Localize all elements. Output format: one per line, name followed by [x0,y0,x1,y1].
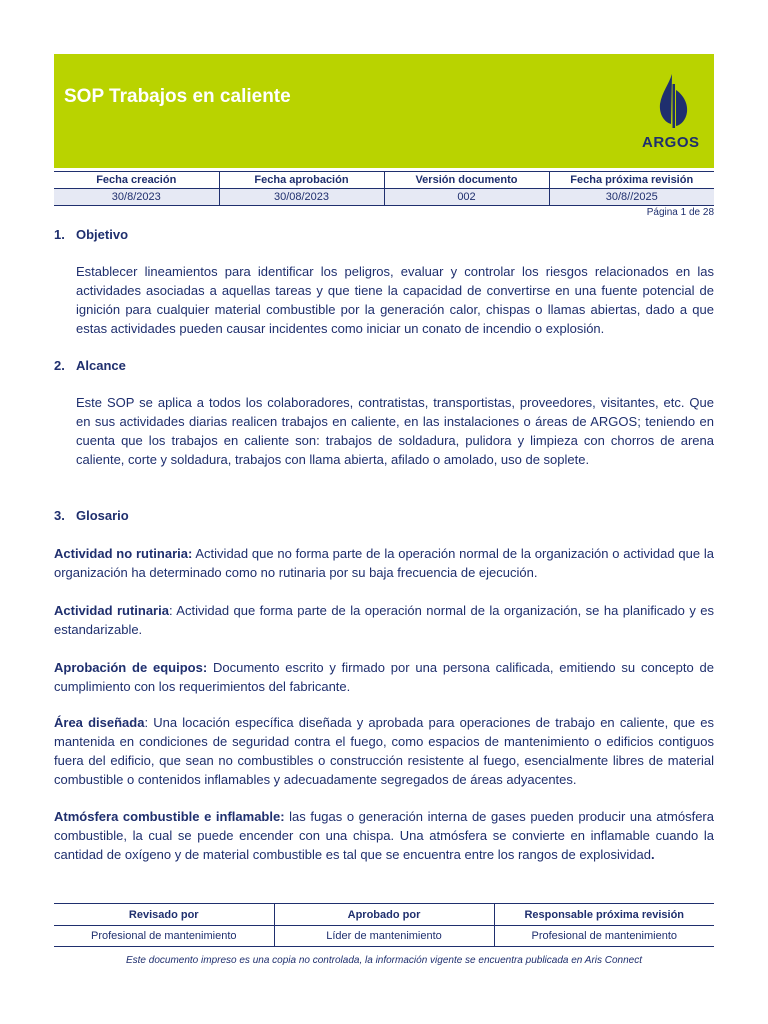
page-number: Página 1 de 28 [646,207,714,218]
argos-logo [642,70,700,152]
glossary-definition: Actividad que no forma parte de la operación normal de la organización o actividad que la organización ha determinado como no rutinaria por su baja frecuencia de ejecución. [54,546,714,580]
value-responsable-revision: Profesional de mantenimiento [494,926,714,947]
argos-logo-icon [648,70,700,132]
glossary-term: Área diseñada [54,715,145,730]
glossary-definition: : Actividad que forma parte de la operación normal de la organización, se ha planificado y es estandarizable. [54,603,714,637]
approval-table [54,903,714,947]
section-title: Alcance [76,358,126,373]
glossary-term: Atmósfera combustible e inflamable: [54,809,285,824]
section-title: Glosario [76,508,129,523]
glossary-term: Aprobación de equipos: [54,660,208,675]
glossary-definition: Documento escrito y firmado por una persona calificada, emitiendo su concepto de cumplimiento con los requerimientos del fabricante. [54,660,714,694]
section-number: 2. [54,358,65,373]
glossary-entry [54,713,714,789]
glossary-entry [54,658,714,696]
section-title: Objetivo [76,227,129,242]
header-version-documento: Versión documento [384,172,549,189]
header-fecha-proxima-revision: Fecha próxima revisión [549,172,714,189]
value-fecha-proxima-revision: 30/8//2025 [549,189,714,206]
section-text-alcance: Este SOP se aplica a todos los colaboradores, contratistas, transportistas, proveedores, visitantes, etc. Que en sus actividades diarias realicen trabajos en caliente, en las instalaciones o áreas de ARGOS; teniendo en cuenta que los trabajos en caliente son: trabajos de soldadura, pulidora y limpieza con chorros de arena caliente, corte y soldadura, trabajos con llama abierta, afilado o amolado, uso de soplete. [76,395,714,467]
value-aprobado-por: Líder de mantenimiento [274,926,494,947]
glossary-definition: : Una locación específica diseñada y aprobada para operaciones de trabajo en caliente, que es mantenida en condiciones de seguridad contra el fuego, como espacios de mantenimiento o edificios contiguos fuera del edificio, que sean no combustibles o construcción resistente al fuego, esencialmente libres de material combustible o contenidos inflamables y adecuadamente segregados de áreas adyacentes. [54,715,714,787]
logo-text: ARGOS [642,134,700,151]
value-fecha-creacion: 30/8/2023 [54,189,219,206]
header-aprobado-por: Aprobado por [274,904,494,926]
section-heading-alcance [54,358,126,373]
header-fecha-creacion: Fecha creación [54,172,219,189]
header-revisado-por: Revisado por [54,904,274,926]
value-revisado-por: Profesional de mantenimiento [54,926,274,947]
header-banner [54,54,714,168]
glossary-term: Actividad no rutinaria: [54,546,193,561]
glossary-entry [54,544,714,582]
glossary-entry [54,807,714,864]
section-number: 1. [54,227,65,242]
section-heading-objetivo [54,227,128,242]
value-version-documento: 002 [384,189,549,206]
document-info-table [54,171,714,206]
glossary-definition: las fugas o generación interna de gases pueden producir una atmósfera combustible, la cual se puede encender con una chispa. Una atmósfera se convierte en inflamable cuando la cantidad de oxígeno y de material combustible es tal que se encuentra entre los rangos de explosividad [54,809,714,862]
glossary-term: Actividad rutinaria [54,603,169,618]
glossary-entry [54,601,714,639]
section-heading-glosario [54,508,129,523]
document-title: SOP Trabajos en caliente [64,86,291,107]
section-text-objetivo: Establecer lineamientos para identificar los peligros, evaluar y controlar los riesgos relacionados en las actividades asociadas a aquellas tareas y que tiene la capacidad de convertirse en una fuente potencial de ignición para cualquier material combustible por la generación calor, chispas o llamas abiertas, dado a que estas actividades pueden causar incidentes como iniciar un conato de incendio o explosión. [76,264,714,336]
value-fecha-aprobacion: 30/08/2023 [219,189,384,206]
header-responsable-revision: Responsable próxima revisión [494,904,714,926]
header-fecha-aprobacion: Fecha aprobación [219,172,384,189]
section-number: 3. [54,508,65,523]
glossary-end-mark: . [650,847,655,862]
footer-note: Este documento impreso es una copia no controlada, la información vigente se encuentra publicada en Aris Connect [125,955,643,966]
